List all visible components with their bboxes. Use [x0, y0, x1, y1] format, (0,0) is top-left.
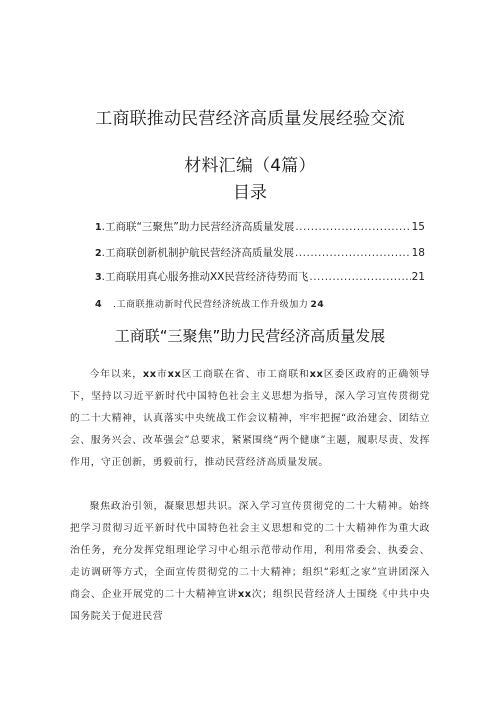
- paragraph-text: 今年以来，: [89, 369, 143, 380]
- toc-item-page: 18: [411, 247, 425, 259]
- toc-item-number: 4: [95, 299, 103, 310]
- placeholder-text: xx: [142, 369, 157, 380]
- paragraph-text: 聚焦政治引领，凝聚思想共识。深入学习宣传贯彻党的二十大精神。始终把学习贯彻习近平新时代中国特色社会主义思想和党的二十大精神作为重大政治任务，充分发挥党组理论学习中心组示范带动作用，利用常委会、执委会、走访调研等方式，全面宣传贯彻党的二十大精神；组织“彩虹之家”宣讲团深入商会、企业开展党的二十大精神宣讲: [70, 501, 430, 600]
- placeholder-text: xx: [309, 369, 324, 380]
- paragraph-text: 区委区政府的正确领导下，坚持以习近平新时代中国特色社会主义思想为指导，深入学习宣传贯彻党的二十大精神，认真落实中央统战工作会议精神，牢牢把握“政治建会、团结立会、服务兴会、改革强会”总要求，紧紧围绕“两个健康”主题，履职尽责、发挥作用，守正创新，勇毅前行，推动民营经济高质量发展。: [70, 369, 430, 468]
- toc-item[interactable]: [95, 269, 425, 285]
- body-paragraph: [70, 364, 430, 474]
- section-title: 工商联“三聚焦”助力民营经济高质量发展: [114, 327, 386, 345]
- toc-item-title: .工商联用真心服务推动XX民营经济待势而飞: [101, 271, 309, 283]
- document-title-line2: 材料汇编（4篇）: [184, 156, 316, 176]
- placeholder-text: xx: [237, 589, 252, 600]
- toc-item[interactable]: [95, 245, 425, 261]
- toc-leader-dots: [309, 269, 410, 285]
- toc-item-number: 1: [95, 222, 102, 233]
- toc-item-title: .工商联“三聚焦”助力民营经济高质量发展: [101, 221, 295, 233]
- toc-item-number: 2: [95, 248, 102, 259]
- paragraph-text: 市: [156, 369, 168, 380]
- toc-item-page: 21: [411, 271, 425, 283]
- toc-leader-dots: [295, 245, 411, 261]
- toc-item-number: 3: [95, 272, 102, 283]
- toc-leader-dots: [295, 219, 410, 235]
- toc-item-title: .工商联创新机制护航民营经济高质量发展: [101, 247, 294, 259]
- body-paragraph: [70, 496, 430, 628]
- toc-item-title: .工商联推动新时代民营经济统战工作升级加力: [113, 300, 309, 310]
- placeholder-text: xx: [167, 369, 182, 380]
- paragraph-text: 次；组织民营经济人士围绕《中共中央国务院关于促进民营: [70, 589, 430, 622]
- toc-item-page: 24: [310, 300, 325, 310]
- toc-heading: 目录: [233, 183, 267, 203]
- document-title-line1: 工商联推动民营经济高质量发展经验交流: [95, 109, 405, 129]
- toc-item[interactable]: [95, 219, 425, 235]
- toc-item-page: 15: [411, 221, 425, 233]
- toc-item[interactable]: [95, 297, 425, 313]
- paragraph-text: 区工商联在省、市工商联和: [181, 369, 310, 380]
